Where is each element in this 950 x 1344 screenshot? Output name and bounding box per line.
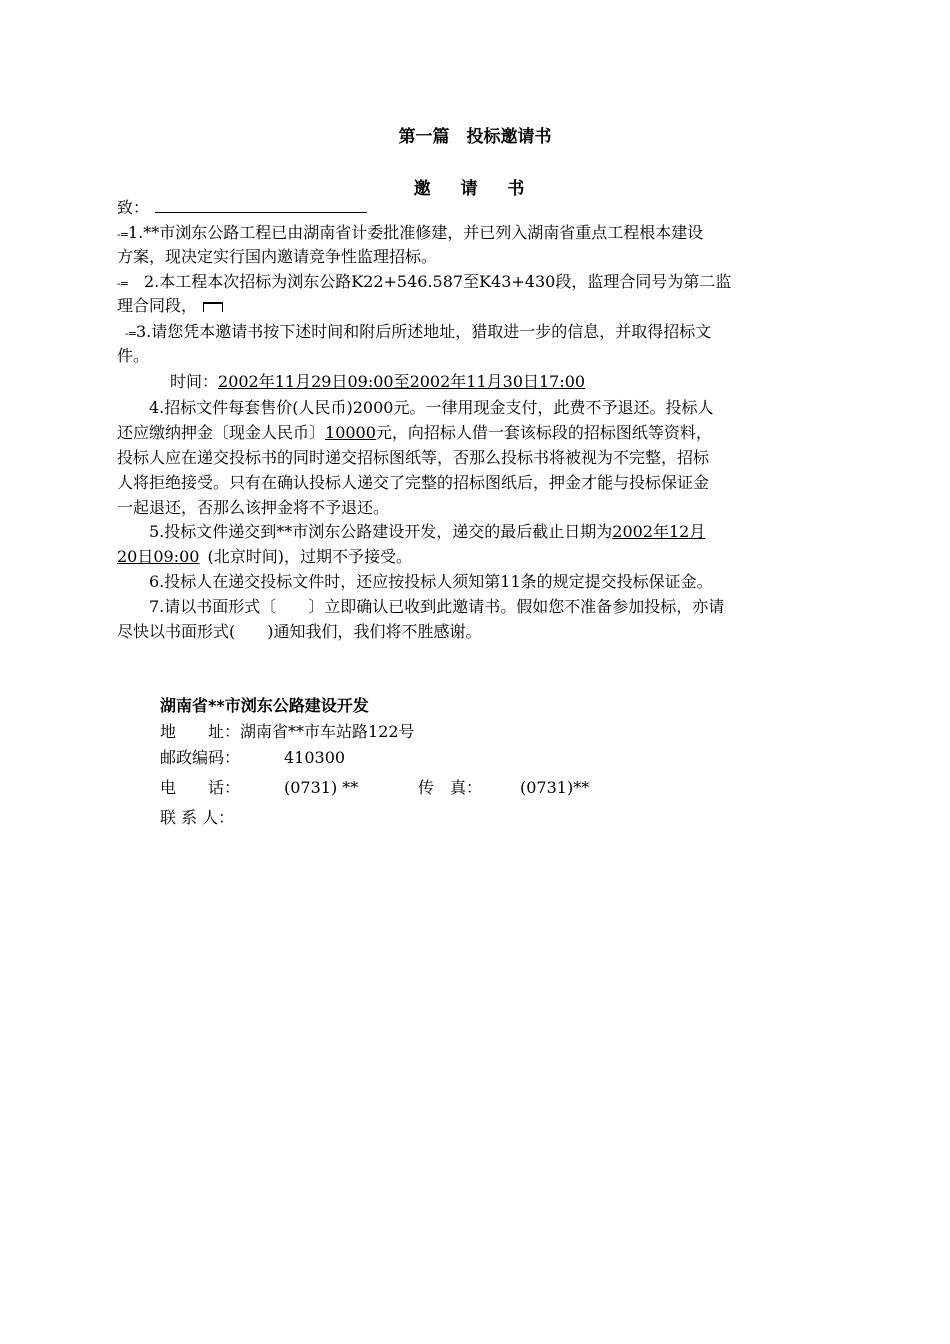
postcode-value: 410300 <box>284 748 346 767</box>
paragraph-4-line-1: 4.招标文件每套售价(人民币)2000元。一律用现金支付，此费不予退还。投标人 <box>117 398 714 417</box>
deposit-amount: 10000 <box>325 423 376 442</box>
paragraph-3-line-1 <box>117 320 835 346</box>
time-value: 2002年11月29日09:00至2002年11月30日17:00 <box>218 372 586 391</box>
paragraph-3-text: 3.请您凭本邀请书按下述时间和附后所述地址，猎取进一步的信息，并取得招标文 <box>135 322 712 341</box>
contact-label: 联 系 人： <box>160 808 235 827</box>
paragraph-2-text-end: 理合同段， <box>117 296 198 315</box>
company-name: 湖南省**市浏东公路建设开发 <box>160 696 369 715</box>
letter-title: 邀 请 书 <box>413 179 537 199</box>
paragraph-4-line-2 <box>117 421 835 445</box>
paragraph-1-line-2: 方案，现决定实行国内邀请竞争性监理招标。 <box>117 247 438 266</box>
deadline-part-2: 20日09:00 <box>117 547 200 566</box>
paragraph-2-line-1 <box>117 270 835 296</box>
time-label: 时间： <box>170 372 219 391</box>
paragraph-4-line-3: 投标人应在递交投标书的同时递交招标图纸等，否那么投标书将被视为不完整，招标 <box>117 448 710 467</box>
paragraph-4-line-4: 人将拒绝接受。只有在确认投标人递交了完整的招标图纸后，押金才能与投标保证金 <box>117 473 710 492</box>
paragraph-5-line-1 <box>117 520 835 544</box>
bracket-mark <box>203 302 223 312</box>
phone-value: (0731) ** <box>284 778 359 797</box>
address-row <box>160 720 415 744</box>
paragraph-7-line-2: 尽快以书面形式( )通知我们，我们将不胜感谢。 <box>117 622 482 641</box>
edit-mark: -= <box>125 327 136 340</box>
paragraph-4-text-cont: 元，向招标人借一套该标段的招标图纸等资料， <box>375 423 712 442</box>
part-title: 第一篇 投标邀请书 <box>398 127 552 147</box>
paragraph-6-line-1: 6.投标人在递交投标文件时，还应按投标人须知第11条的规定提交投标保证金。 <box>117 572 713 591</box>
recipient-blank <box>155 196 367 213</box>
deadline-part-1: 2002年12月 <box>612 522 706 541</box>
paragraph-5-text-cont: (北京时间)，过期不予接受。 <box>207 547 412 566</box>
paragraph-5-text: 5.投标文件递交到**市浏东公路建设开发，递交的最后截止日期为 <box>117 522 613 541</box>
fax-label: 传 真： <box>418 778 483 797</box>
paragraph-2-line-2 <box>117 294 835 318</box>
time-line <box>170 370 888 394</box>
paragraph-1-text: 1.**市浏东公路工程已由湖南省计委批准修建，并已列入湖南省重点工程根本建设 <box>127 223 704 242</box>
paragraph-3-line-2: 件。 <box>117 346 150 365</box>
postcode-label: 邮政编码： <box>160 748 241 767</box>
paragraph-7-line-1: 7.请以书面形式〔 〕立即确认已收到此邀请书。假如您不准备参加投标，亦请 <box>117 597 725 616</box>
salutation-line <box>117 196 835 220</box>
paragraph-5-line-2 <box>117 545 835 569</box>
edit-mark: -= <box>117 277 128 290</box>
edit-mark: -= <box>117 228 128 241</box>
paragraph-4-line-5: 一起退还，否那么该押金将不予退还。 <box>117 498 390 517</box>
phone-label: 电 话： <box>160 778 241 797</box>
paragraph-4-text: 还应缴纳押金〔现金人民币〕 <box>117 423 326 442</box>
address-label: 地 址： <box>160 722 241 741</box>
fax-value: (0731)** <box>520 778 590 797</box>
paragraph-2-text: 2.本工程本次招标为浏东公路K22+546.587至K43+430段，监理合同号为第二监 <box>127 272 732 291</box>
to-label: 致： <box>117 198 150 217</box>
address-value: 湖南省**市车站路122号 <box>240 722 415 741</box>
paragraph-1-line-1 <box>117 221 835 247</box>
